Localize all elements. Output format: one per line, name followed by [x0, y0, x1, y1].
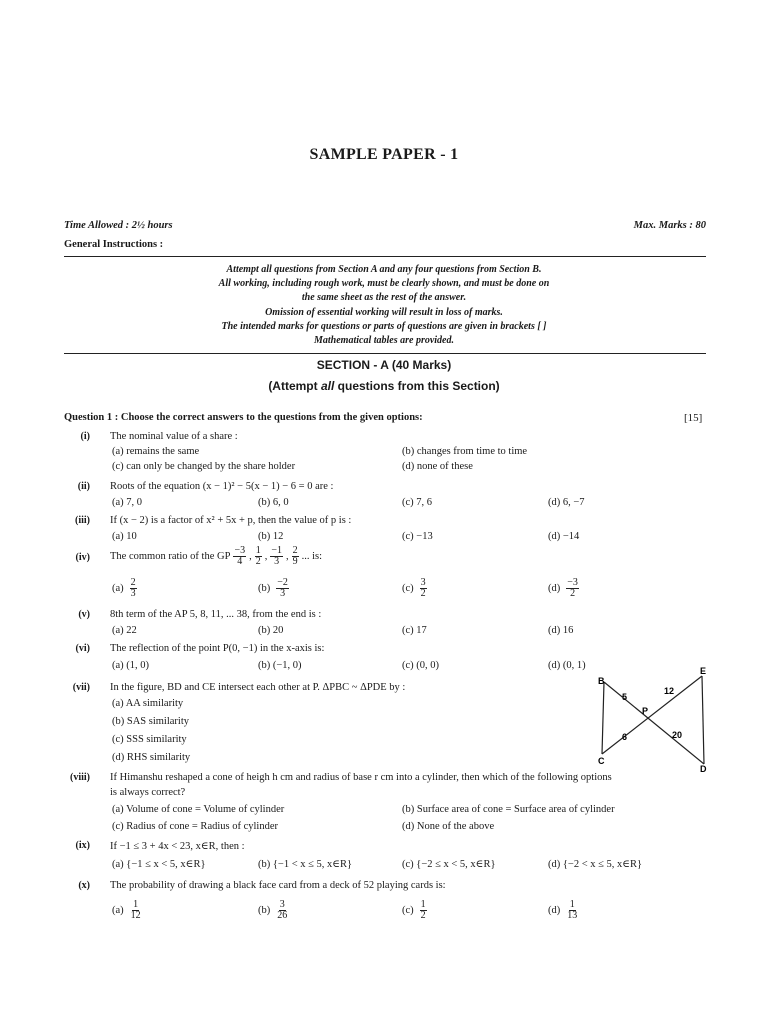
segment-BC [602, 682, 604, 754]
label-E: E [700, 666, 707, 676]
option-c: (c) Radius of cone = Radius of cylinder [112, 821, 279, 832]
question-number: (vi) [75, 643, 90, 654]
option-b: (b) 6, 0 [258, 497, 289, 508]
option-d: (d) 6, −7 [548, 497, 585, 508]
option-b: (b) 12 [258, 531, 284, 542]
option-d: (d) 16 [548, 625, 574, 636]
label-len-PD: 20 [672, 730, 683, 740]
label-len-BP: 5 [622, 692, 628, 702]
instruction-line: All working, including rough work, must be clearly shown, and must be done on [218, 278, 550, 290]
option-c: (c) $\frac{1}{2}$ [402, 899, 426, 921]
label-len-PE: 12 [664, 686, 675, 696]
option-c: (c) 7, 6 [402, 497, 433, 508]
top-rule [64, 256, 706, 257]
figure-svg [594, 666, 714, 776]
question-stem: Roots of the equation (x − 1)² − 5(x − 1) − 6 = 0 are : [110, 481, 334, 492]
option-c: (c) {−2 ≤ x < 5, x∈R} [402, 859, 496, 870]
question-1-marks: [15] [684, 412, 703, 424]
fraction: $\frac{-1}{3}$ [271, 545, 282, 567]
option-a: (a) $\frac{1}{12}$ [112, 899, 141, 921]
option-d: (d) RHS similarity [112, 752, 191, 763]
option-a: (a) remains the same [112, 446, 200, 457]
instruction-line: Attempt all questions from Section A and any four questions from Section B. [226, 264, 542, 275]
segment-BD [604, 682, 704, 764]
option-b: (b) $\frac{3}{26}$ [258, 899, 288, 921]
option-a: (a) 22 [112, 625, 137, 636]
option-d: (d) (0, 1) [548, 660, 586, 671]
question-number: (v) [78, 609, 90, 620]
segment-ED [702, 676, 704, 764]
question-number: (iv) [75, 552, 90, 563]
option-c: (c) 17 [402, 625, 427, 636]
option-c: (c) $\frac{3}{2}$ [402, 577, 426, 599]
segment-CE [602, 676, 702, 754]
label-P: P [642, 706, 649, 716]
option-d: (d) $\frac{-3}{2}$ [548, 577, 578, 599]
label-B: B [598, 676, 605, 686]
option-d: (d) {−2 < x ≤ 5, x∈R} [548, 859, 643, 870]
question-number: (iii) [75, 515, 90, 526]
instruction-line: Omission of essential working will result in loss of marks. [265, 306, 503, 318]
label-len-CP: 6 [622, 732, 628, 742]
option-d: (d) None of the above [402, 821, 495, 832]
section-rule [64, 353, 706, 354]
option-a: (a) $\frac{2}{3}$ [112, 577, 136, 599]
question-stem: The reflection of the point P(0, −1) in the x-axis is: [110, 643, 325, 654]
instructions-block [0, 263, 768, 348]
option-b: (b) (−1, 0) [258, 660, 302, 671]
question-stem: 8th term of the AP 5, 8, 11, ... 38, from the end is : [110, 609, 322, 620]
question-number: (i) [80, 431, 90, 442]
option-b: (b) 20 [258, 625, 284, 636]
question-stem: In the figure, BD and CE intersect each other at P. ΔPBC ~ ΔPDE by : [110, 682, 406, 693]
option-a: (a) 10 [112, 531, 137, 542]
section-subheading: (Attempt all questions from this Section) [268, 379, 500, 393]
option-c: (c) −13 [402, 531, 433, 542]
time-allowed: Time Allowed : 2½ hours [64, 220, 173, 231]
question-number: (x) [78, 880, 90, 891]
paper-title: SAMPLE PAPER - 1 [309, 146, 459, 163]
label-D: D [700, 764, 707, 774]
option-a: (a) Volume of cone = Volume of cylinder [112, 804, 285, 815]
question-stem: If Himanshu reshaped a cone of heigh h cm and radius of base r cm into a cylinder, then which of the following options [110, 772, 612, 783]
option-b: (b) changes from time to time [402, 446, 528, 457]
question-1-label: Question 1 : Choose the correct answers to the questions from the given options: [64, 412, 423, 423]
similar-triangles-figure [594, 666, 714, 781]
option-a: (a) (1, 0) [112, 660, 150, 671]
fraction: $\frac{2}{9}$ [292, 545, 298, 567]
instruction-line: the same sheet as the rest of the answer. [301, 292, 467, 304]
question-number: (ix) [75, 840, 90, 851]
fraction: $\frac{-3}{4}$ [234, 545, 246, 567]
question-stem: The common ratio of the GP $\frac{-3}{4}$ , $\frac{1}{2}$ , $\frac{-1}{3}$ , $\frac{2}{9}$ ... is: [110, 545, 323, 567]
question-stem: The probability of drawing a black face card from a deck of 52 playing cards is: [110, 880, 446, 891]
max-marks: Max. Marks : 80 [633, 220, 706, 231]
option-a: (a) {−1 ≤ x < 5, x∈R} [112, 859, 206, 870]
option-a: (a) AA similarity [112, 698, 184, 709]
instruction-line: Mathematical tables are provided. [314, 335, 454, 347]
question-number: (vii) [72, 682, 90, 693]
section-heading: SECTION - A (40 Marks) [316, 358, 452, 372]
option-d: (d) $\frac{1}{13}$ [548, 899, 578, 921]
option-b: (b) {−1 < x ≤ 5, x∈R} [258, 859, 353, 870]
question-stem: If −1 ≤ 3 + 4x < 23, x∈R, then : [110, 841, 245, 852]
general-instructions-label: General Instructions : [64, 239, 164, 250]
fraction: $\frac{1}{2}$ [255, 545, 261, 567]
option-c: (c) can only be changed by the share holder [112, 461, 296, 472]
instruction-line: The intended marks for questions or parts of questions are given in brackets [ ] [221, 320, 547, 332]
label-C: C [598, 756, 605, 766]
option-d: (d) −14 [548, 531, 580, 542]
option-c: (c) SSS similarity [112, 734, 187, 745]
option-b: (b) Surface area of cone = Surface area of cylinder [402, 804, 615, 815]
option-d: (d) none of these [402, 461, 473, 472]
option-b: (b) $\frac{-2}{3}$ [258, 577, 288, 599]
option-c: (c) (0, 0) [402, 660, 440, 671]
question-stem: The nominal value of a share : [110, 431, 238, 442]
option-a: (a) 7, 0 [112, 497, 143, 508]
question-stem: If (x − 2) is a factor of x² + 5x + p, then the value of p is : [110, 515, 352, 526]
question-stem-cont: is always correct? [110, 787, 186, 798]
question-number: (ii) [77, 481, 90, 492]
question-number: (viii) [70, 772, 90, 783]
option-b: (b) SAS similarity [112, 716, 190, 727]
